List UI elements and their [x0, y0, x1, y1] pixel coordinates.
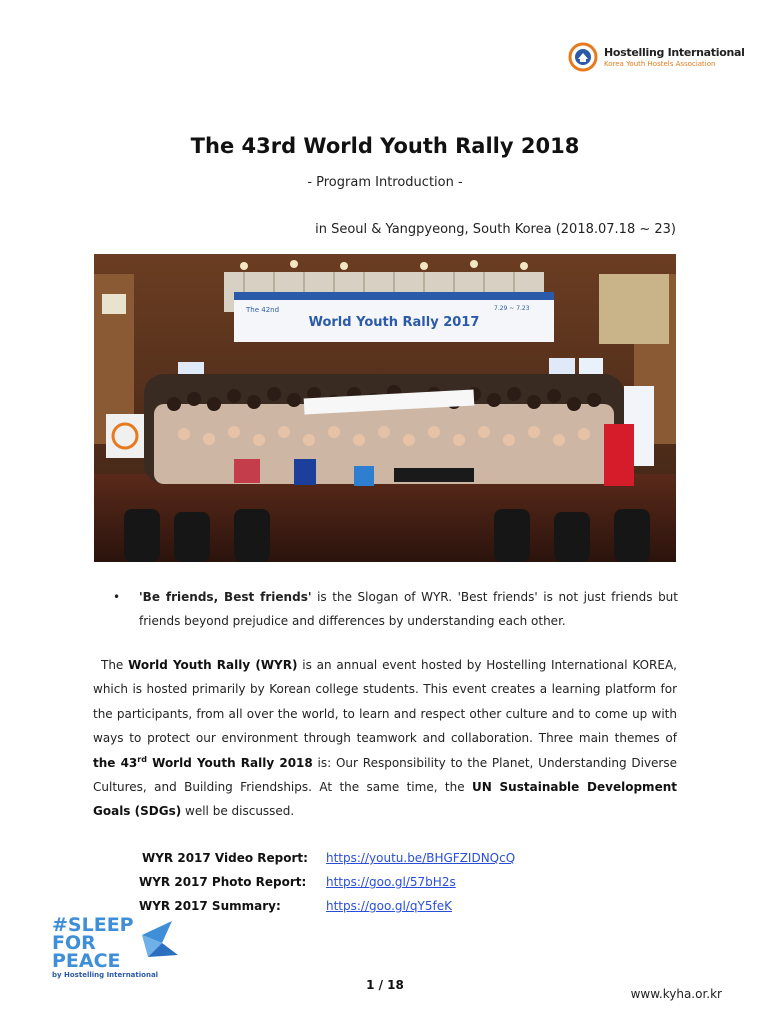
para-text-3: is: Our Responsibility to the Planet, Understanding Diverse Cultures, and Building Friendships. At the same time, the [93, 755, 678, 795]
para-bold-sdgs: UN Sustainable Development Goals (SDGs) [93, 780, 677, 819]
para-bold-wyr: World Youth Rally (WYR) [128, 658, 298, 672]
video-report-link[interactable]: https://youtu.be/BHGFZIDNQcQ [326, 851, 516, 865]
footer-url: www.kyha.or.kr [630, 987, 722, 1001]
group-photo [94, 254, 676, 562]
sleep-line-3: PEACE [52, 950, 121, 972]
para-text-4: well be discussed. [181, 804, 295, 819]
sleep-line-1: #SLEEP [52, 914, 134, 936]
intro-paragraph [93, 653, 677, 824]
slogan-quote: 'Be friends, Best friends' [139, 590, 312, 604]
summary-link[interactable]: https://goo.gl/qY5feK [326, 899, 452, 913]
photo-report-link[interactable]: https://goo.gl/57bH2s [326, 875, 456, 889]
page-number: 1 / 18 [366, 978, 404, 992]
logo-subtitle: Korea Youth Hostels Association [604, 60, 716, 68]
page-title: The 43rd World Youth Rally 2018 [190, 134, 580, 158]
event-location: in Seoul & Yangpyeong, South Korea (2018.07.18 ~ 23) [315, 222, 676, 237]
banner-dates: 7.29 ~ 7.23 [494, 305, 530, 312]
slogan-description: is the Slogan of WYR. 'Best friends' is not just friends but friends beyond prejudice and differences by understanding each other. [139, 590, 678, 628]
para-text-2: is an annual event hosted by Hostelling International KOREA, which is hosted primarily by Korean college students. This event creates a learning platform for the participants, from all over the world, to learn and respect other culture and to come up with ways to protect our environment through teamwork and collaboration. Three main themes of [93, 658, 677, 746]
para-bold-43: the 43 [93, 755, 138, 770]
hostelling-international-logo [568, 40, 745, 76]
sleep-line-2: FOR [52, 932, 96, 954]
slogan-text [139, 585, 678, 633]
sleep-for-peace-logo [50, 913, 185, 981]
para-sup-rd: rd [137, 754, 147, 764]
summary-label: WYR 2017 Summary: [139, 899, 281, 913]
logo-name: Hostelling International [604, 46, 745, 59]
dove-icon [142, 921, 178, 957]
photo-report-label: WYR 2017 Photo Report: [139, 875, 307, 889]
photo-report-row [139, 875, 306, 889]
summary-row [139, 899, 281, 913]
sleep-by: by Hostelling International [52, 971, 159, 979]
bullet-marker: • [113, 590, 121, 604]
banner-title: World Youth Rally 2017 [308, 315, 480, 330]
banner-edition: The 42nd [246, 306, 280, 314]
para-bold-wyr2018: World Youth Rally 2018 [146, 755, 313, 770]
video-report-label: WYR 2017 Video Report: [142, 851, 308, 865]
video-report-row [142, 851, 308, 865]
page-subtitle: - Program Introduction - [307, 175, 463, 190]
para-text-1: The [101, 658, 129, 672]
hi-emblem-icon [568, 42, 598, 72]
